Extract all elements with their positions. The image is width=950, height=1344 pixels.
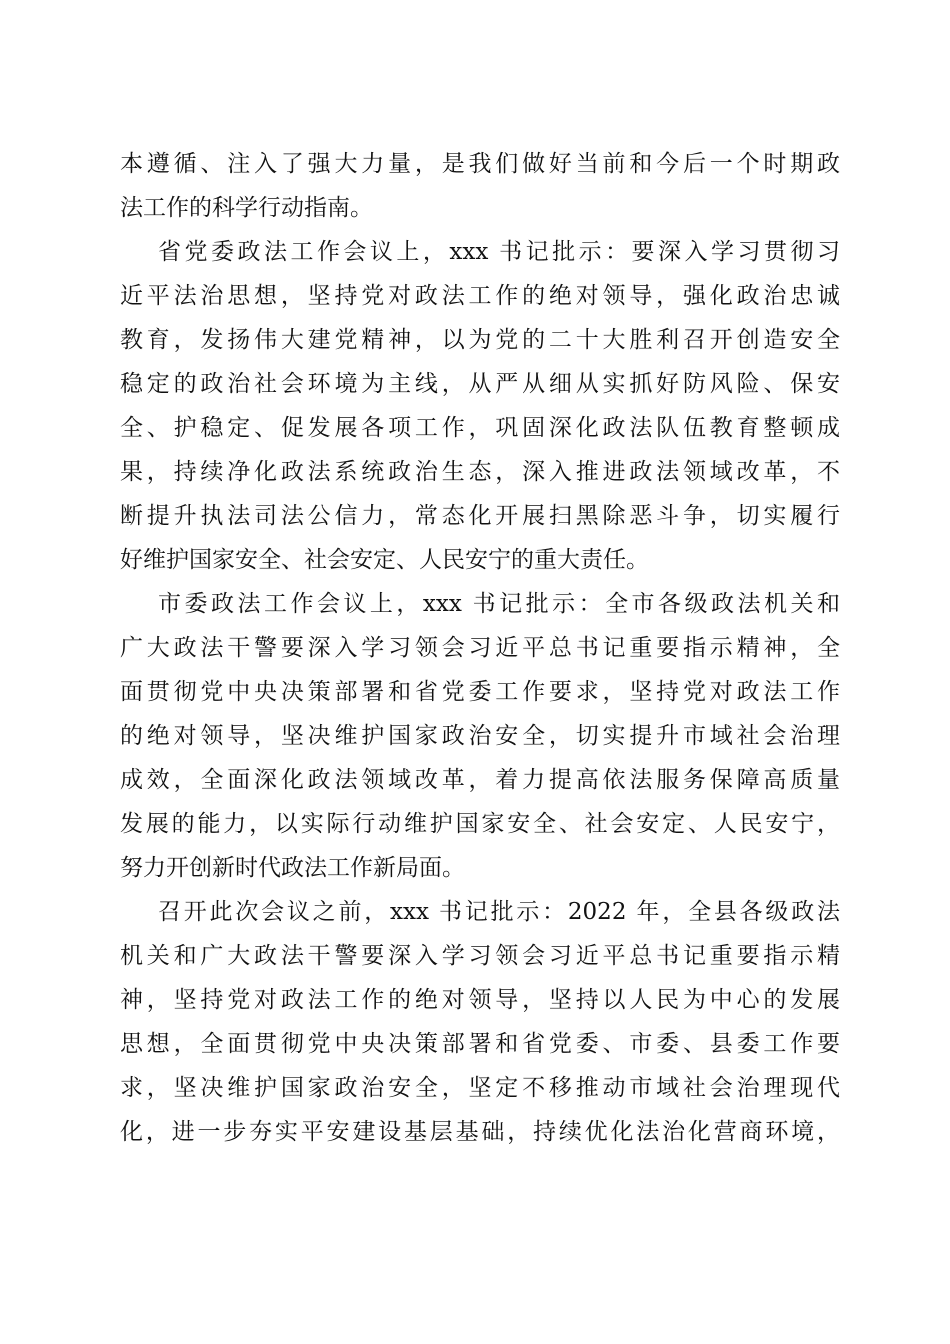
text-line: 稳定的政治社会环境为主线，从严从细从实抓好防风险、保安 (120, 371, 840, 397)
text-line: 努力开创新时代政法工作新局面。 (120, 855, 465, 881)
text-line: 省党委政法工作会议上，xxx 书记批示：要深入学习贯彻习 (158, 239, 840, 265)
text-line: 发展的能力，以实际行动维护国家安全、社会安定、人民安宁， (120, 811, 840, 837)
text-line: 近平法治思想，坚持党对政法工作的绝对领导，强化政治忠诚 (120, 283, 840, 309)
text-line: 神，坚持党对政法工作的绝对领导，坚持以人民为中心的发展 (120, 987, 840, 1013)
text-line: 法工作的科学行动指南。 (120, 195, 373, 221)
text-line: 市委政法工作会议上，xxx 书记批示：全市各级政法机关和 (158, 591, 840, 617)
text-line: 果，持续净化政法系统政治生态，深入推进政法领域改革，不 (120, 459, 840, 485)
text-line: 化，进一步夯实平安建设基层基础，持续优化法治化营商环境， (120, 1119, 840, 1145)
text-line: 机关和广大政法干警要深入学习领会习近平总书记重要指示精 (120, 943, 840, 969)
text-line: 广大政法干警要深入学习领会习近平总书记重要指示精神，全 (120, 635, 840, 661)
text-line: 的绝对领导，坚决维护国家政治安全，切实提升市域社会治理 (120, 723, 840, 749)
text-line: 断提升执法司法公信力，常态化开展扫黑除恶斗争，切实履行 (120, 503, 840, 529)
text-line: 召开此次会议之前，xxx 书记批示：2022 年，全县各级政法 (158, 899, 840, 925)
text-line: 全、护稳定、促发展各项工作，巩固深化政法队伍教育整顿成 (120, 415, 840, 441)
text-line: 成效，全面深化政法领域改革，着力提高依法服务保障高质量 (120, 767, 840, 793)
text-line: 面贯彻党中央决策部署和省党委工作要求，坚持党对政法工作 (120, 679, 840, 705)
text-line: 好维护国家安全、社会安定、人民安宁的重大责任。 (120, 547, 649, 573)
text-line: 求，坚决维护国家政治安全，坚定不移推动市域社会治理现代 (120, 1075, 840, 1101)
text-line: 教育，发扬伟大建党精神，以为党的二十大胜利召开创造安全 (120, 327, 840, 353)
text-line: 本遵循、注入了强大力量，是我们做好当前和今后一个时期政 (120, 151, 840, 177)
text-line: 思想，全面贯彻党中央决策部署和省党委、市委、县委工作要 (120, 1031, 840, 1057)
